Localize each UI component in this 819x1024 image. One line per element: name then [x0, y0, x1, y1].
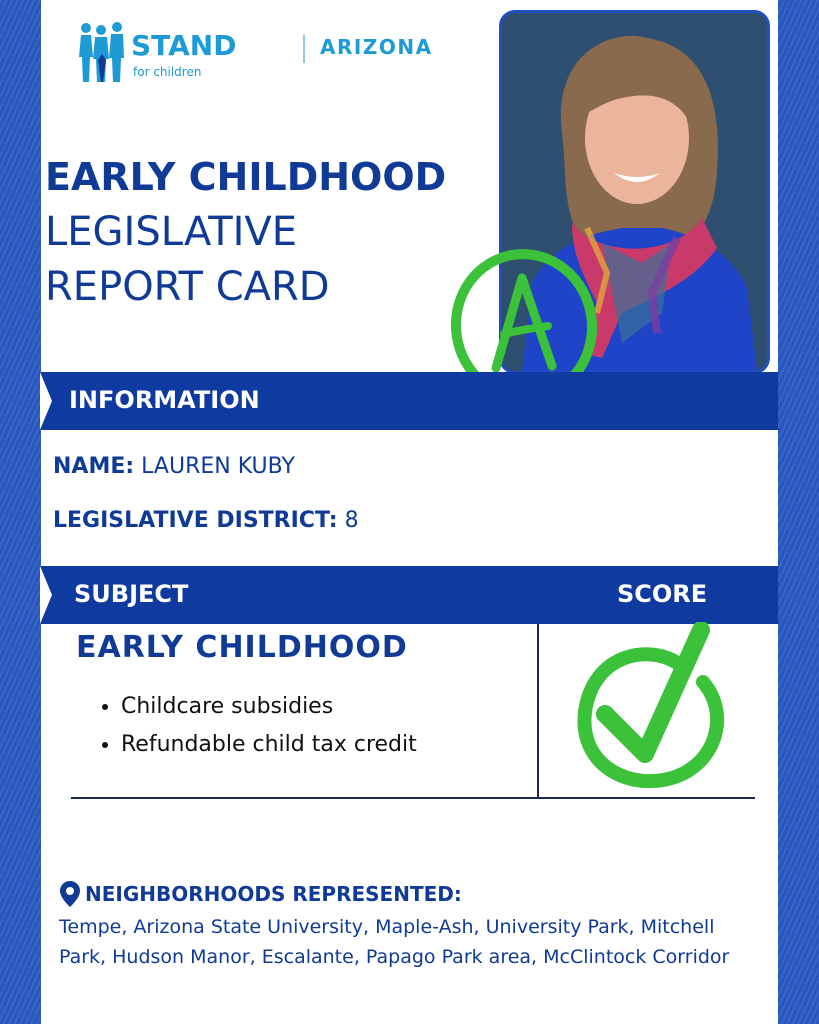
legislator-name-row: [53, 454, 295, 479]
report-card: [41, 0, 778, 1024]
map-pin-icon: [59, 880, 81, 908]
district-label: LEGISLATIVE DISTRICT:: [53, 508, 338, 533]
table-bottom-rule: [71, 797, 755, 799]
score-header: SCORE: [617, 580, 708, 608]
table-column-divider: [537, 624, 539, 798]
subject-items-list: [97, 688, 417, 764]
logo-divider: [303, 35, 305, 63]
neighborhoods-heading: [59, 880, 462, 908]
legislative-district-row: [53, 508, 359, 533]
logo-tagline: for children: [133, 65, 202, 79]
children-figures-icon: [79, 20, 125, 84]
headline-line-2: LEGISLATIVE: [45, 209, 298, 255]
checkmark-icon: [573, 622, 731, 790]
logo-state: ARIZONA: [320, 35, 433, 59]
name-value: LAUREN KUBY: [141, 454, 295, 479]
headline-line-3: REPORT CARD: [45, 264, 330, 310]
grade-letter: A: [523, 330, 525, 331]
subject-header: SUBJECT: [74, 580, 189, 608]
stand-for-children-logo: [79, 20, 439, 84]
logo-brand: STAND: [131, 29, 237, 62]
neighborhoods-list: Tempe, Arizona State University, Maple-Ash, University Park, Mitchell Park, Hudson Manor, Escalante, Papago Park area, McClintock Corridor: [59, 916, 730, 968]
information-header: INFORMATION: [69, 386, 260, 414]
banner-notch-left: [40, 372, 62, 430]
subject-title: EARLY CHILDHOOD: [76, 630, 408, 665]
banner-notch-right: [757, 566, 779, 624]
banner-notch-left: [40, 566, 62, 624]
list-item: • Childcare subsidies: [121, 688, 417, 726]
district-value: 8: [344, 508, 359, 533]
banner-notch-right: [757, 372, 779, 430]
headline-line-1: EARLY CHILDHOOD: [45, 155, 447, 199]
subject-score-banner: [41, 566, 778, 624]
neighborhoods-title: NEIGHBORHOODS REPRESENTED:: [85, 882, 462, 906]
information-banner: [41, 372, 778, 430]
name-label: NAME:: [53, 454, 135, 479]
list-item: • Refundable child tax credit: [121, 726, 417, 764]
